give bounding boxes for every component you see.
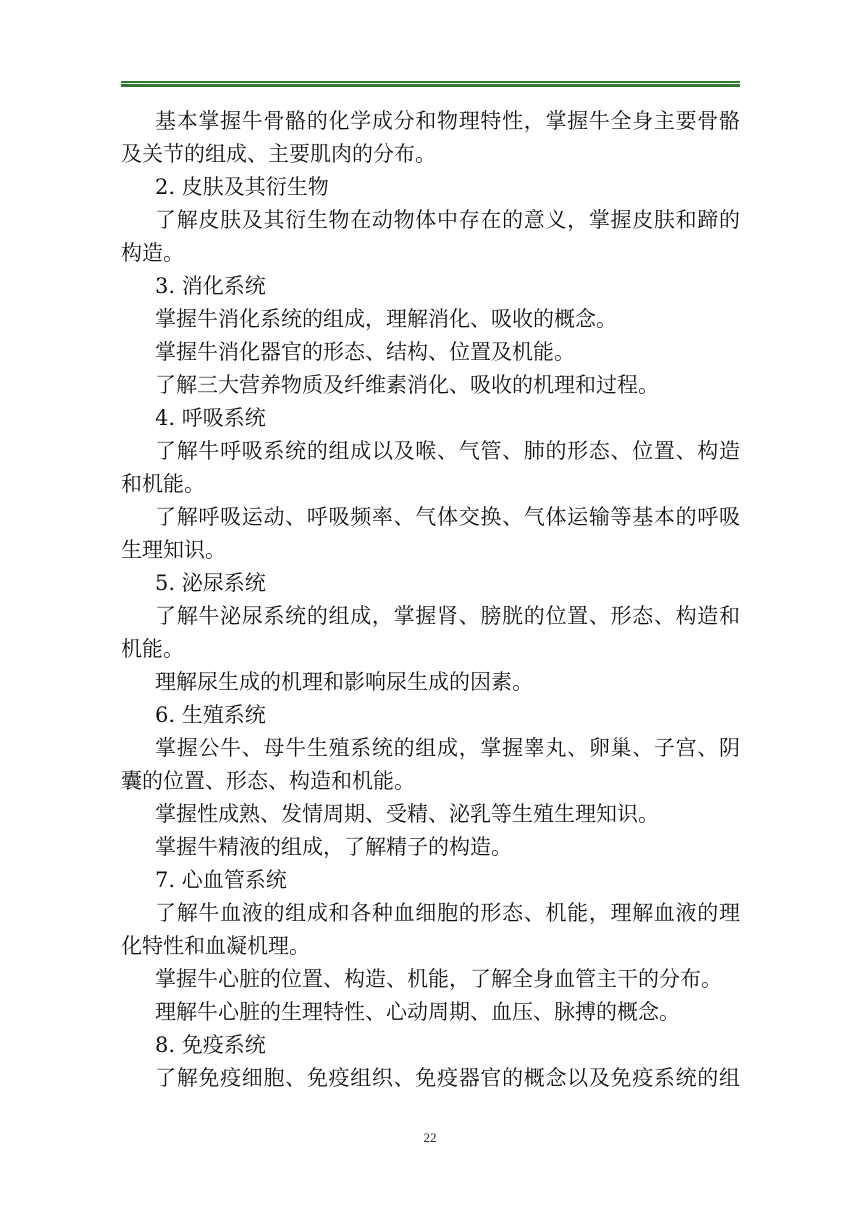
- paragraph-line: 了解呼吸运动、呼吸频率、气体交换、气体运输等基本的呼吸: [155, 505, 740, 529]
- paragraph-line: 囊的位置、形态、构造和机能。: [121, 769, 415, 793]
- page-number: 22: [423, 1130, 437, 1145]
- paragraph-line: 理解牛心脏的生理特性、心动周期、血压、脉搏的概念。: [155, 1000, 680, 1024]
- paragraph-line: 了解免疫细胞、免疫组织、免疫器官的概念以及免疫系统的组: [155, 1066, 740, 1090]
- header-rule-thin: [121, 81, 740, 83]
- paragraph-line: 机能。: [121, 637, 184, 661]
- paragraph-line: 了解皮肤及其衍生物在动物体中存在的意义，掌握皮肤和蹄的: [155, 208, 740, 232]
- paragraph-line: 掌握公牛、母牛生殖系统的组成，掌握睾丸、卵巢、子宫、阴: [155, 736, 740, 760]
- section-heading-urinary: 5. 泌尿系统: [155, 571, 266, 595]
- paragraph-line: 了解三大营养物质及纤维素消化、吸收的机理和过程。: [155, 373, 659, 397]
- paragraph-line: 构造。: [121, 241, 184, 265]
- paragraph-line: 掌握牛消化器官的形态、结构、位置及机能。: [155, 340, 575, 364]
- section-heading-skin: 2. 皮肤及其衍生物: [155, 175, 329, 199]
- paragraph-line: 了解牛呼吸系统的组成以及喉、气管、肺的形态、位置、构造: [155, 439, 740, 463]
- paragraph-line: 了解牛血液的组成和各种血细胞的形态、机能，理解血液的理: [155, 901, 740, 925]
- paragraph-line: 掌握牛消化系统的组成，理解消化、吸收的概念。: [155, 307, 617, 331]
- section-heading-digestive: 3. 消化系统: [155, 274, 266, 298]
- paragraph-line: 了解牛泌尿系统的组成，掌握肾、膀胱的位置、形态、构造和: [155, 604, 740, 628]
- paragraph-line: 理解尿生成的机理和影响尿生成的因素。: [155, 670, 533, 694]
- paragraph-line: 生理知识。: [121, 538, 226, 562]
- section-heading-cardiovascular: 7. 心血管系统: [155, 868, 287, 892]
- header-rule-thick: [121, 84, 740, 87]
- section-heading-immune: 8. 免疫系统: [155, 1033, 266, 1057]
- section-heading-respiratory: 4. 呼吸系统: [155, 406, 266, 430]
- section-heading-reproductive: 6. 生殖系统: [155, 703, 266, 727]
- document-body: [121, 105, 740, 1095]
- paragraph-line: 掌握牛心脏的位置、构造、机能，了解全身血管主干的分布。: [155, 967, 722, 991]
- paragraph-line: 和机能。: [121, 472, 205, 496]
- paragraph-line: 化特性和血凝机理。: [121, 934, 310, 958]
- paragraph-line: 掌握性成熟、发情周期、受精、泌乳等生殖生理知识。: [155, 802, 659, 826]
- paragraph-line: 基本掌握牛骨骼的化学成分和物理特性，掌握牛全身主要骨骼: [155, 109, 740, 133]
- paragraph-line: 及关节的组成、主要肌肉的分布。: [121, 142, 436, 166]
- paragraph-line: 掌握牛精液的组成，了解精子的构造。: [155, 835, 512, 859]
